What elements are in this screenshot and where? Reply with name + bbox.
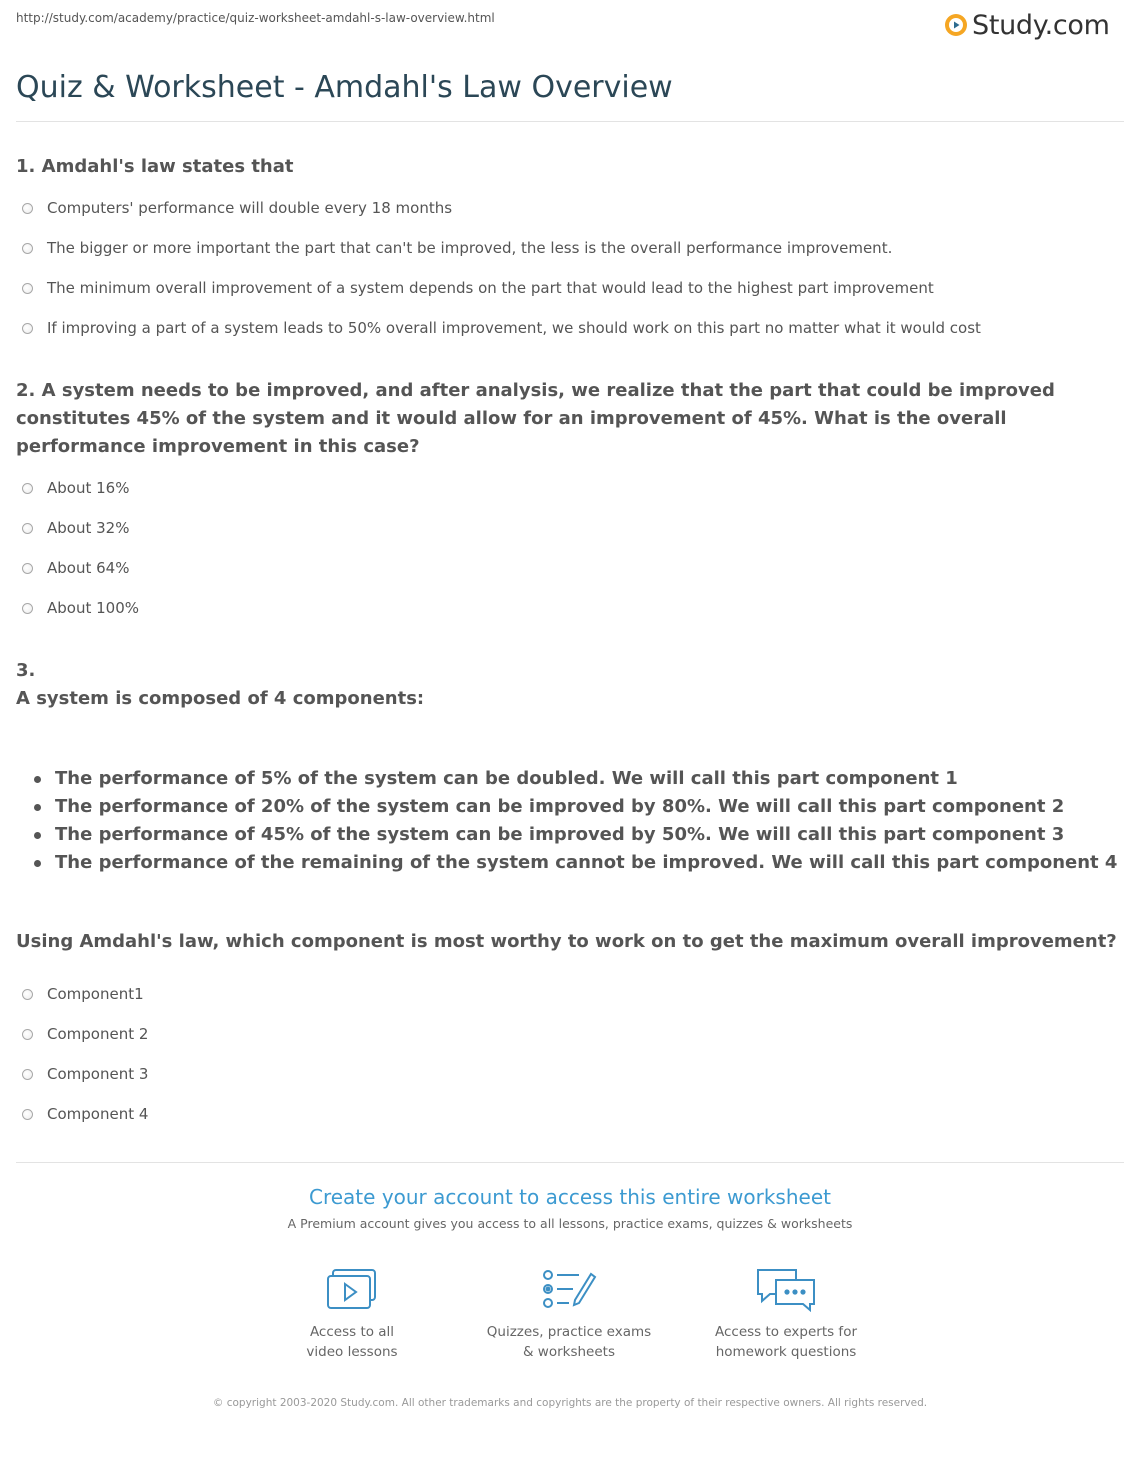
feature-experts: [686, 1268, 886, 1362]
question-2: [16, 377, 1128, 461]
list-item: [34, 793, 1117, 821]
option-label: Computers' performance will double every 18 months: [47, 199, 453, 217]
feature-label-line2: & worksheets: [522, 1344, 615, 1360]
answer-option[interactable]: [22, 984, 144, 1004]
list-item-text: The performance of 20% of the system can be improved by 80%. We will call this part component 2: [55, 796, 1065, 817]
option-label: About 32%: [47, 519, 130, 537]
radio-button[interactable]: [22, 1029, 33, 1040]
feature-label-line2: homework questions: [715, 1344, 857, 1360]
answer-option[interactable]: [22, 1064, 148, 1084]
answer-option[interactable]: [22, 1024, 148, 1044]
study-logo[interactable]: [944, 6, 1110, 44]
radio-button[interactable]: [22, 283, 33, 294]
option-label: The minimum overall improvement of a system depends on the part that would lead to the highest part improvement: [47, 279, 934, 297]
answer-option[interactable]: [22, 278, 934, 298]
feature-label-line1: Access to all: [309, 1324, 395, 1340]
quiz-checklist-icon: [541, 1268, 597, 1312]
option-label: Component 4: [47, 1105, 149, 1123]
bullet-icon: [34, 804, 41, 811]
option-label: About 64%: [47, 559, 130, 577]
radio-button[interactable]: [22, 563, 33, 574]
option-label: Component1: [47, 985, 144, 1003]
radio-button[interactable]: [22, 323, 33, 334]
content-divider: [16, 1162, 1124, 1163]
radio-button[interactable]: [22, 989, 33, 1000]
option-label: The bigger or more important the part that can't be improved, the less is the overall performance improvement.: [47, 239, 893, 257]
feature-video-lessons: [252, 1268, 452, 1362]
radio-button[interactable]: [22, 203, 33, 214]
page-url: http://study.com/academy/practice/quiz-worksheet-amdahl-s-law-overview.html: [16, 11, 495, 25]
feature-label-line1: Quizzes, practice exams: [486, 1324, 652, 1340]
option-label: Component 3: [47, 1065, 149, 1083]
list-item: [34, 849, 1117, 877]
title-divider: [16, 121, 1124, 122]
question-3-number: 3.: [16, 660, 36, 681]
create-account-link[interactable]: Create your account to access this entire worksheet: [309, 1185, 831, 1209]
option-label: Component 2: [47, 1025, 149, 1043]
question-3-text: Using Amdahl's law, which component is most worthy to work on to get the maximum overall improvement?: [16, 931, 1117, 952]
radio-button[interactable]: [22, 1109, 33, 1120]
feature-label-line1: Access to experts for: [714, 1324, 857, 1340]
radio-button[interactable]: [22, 603, 33, 614]
answer-option[interactable]: [22, 558, 129, 578]
page-title: Quiz & Worksheet - Amdahl's Law Overview: [16, 70, 673, 105]
chat-bubbles-icon: [754, 1268, 818, 1312]
answer-option[interactable]: [22, 318, 981, 338]
radio-button[interactable]: [22, 243, 33, 254]
option-label: About 100%: [47, 599, 139, 617]
cta-subtitle: A Premium account gives you access to all lessons, practice exams, quizzes & worksheets: [287, 1216, 853, 1231]
bullet-icon: [34, 832, 41, 839]
radio-button[interactable]: [22, 1069, 33, 1080]
feature-quizzes: [469, 1268, 669, 1362]
radio-button[interactable]: [22, 483, 33, 494]
option-label: About 16%: [47, 479, 130, 497]
question-1: [16, 153, 1128, 181]
answer-option[interactable]: [22, 478, 129, 498]
question-number: 2.: [16, 380, 36, 401]
answer-option[interactable]: [22, 598, 139, 618]
question-text: A system needs to be improved, and after analysis, we realize that the part that could be improved constitutes 45% of the system and it would allow for an improvement of 45%. What is the overall performance improvement in this case?: [16, 380, 1055, 457]
bullet-icon: [34, 776, 41, 783]
question-number: 1.: [16, 156, 36, 177]
answer-option[interactable]: [22, 518, 129, 538]
list-item-text: The performance of 5% of the system can be doubled. We will call this part component 1: [55, 768, 958, 789]
list-item: [34, 821, 1117, 849]
question-text: Amdahl's law states that: [41, 156, 294, 177]
logo-text: Study.com: [972, 9, 1110, 41]
play-circle-icon: [944, 13, 968, 37]
copyright-notice: © copyright 2003-2020 Study.com. All other trademarks and copyrights are the property of their respective owners. All rights reserved.: [212, 1397, 928, 1409]
video-lessons-icon: [326, 1268, 378, 1312]
answer-option[interactable]: [22, 238, 892, 258]
radio-button[interactable]: [22, 523, 33, 534]
list-item: [34, 765, 1117, 793]
list-item-text: The performance of 45% of the system can be improved by 50%. We will call this part component 3: [55, 824, 1065, 845]
answer-option[interactable]: [22, 1104, 148, 1124]
question-3-intro: A system is composed of 4 components:: [16, 688, 425, 709]
feature-label-line2: video lessons: [306, 1344, 398, 1360]
component-list: [34, 765, 1117, 877]
list-item-text: The performance of the remaining of the system cannot be improved. We will call this part component 4: [55, 852, 1118, 873]
bullet-icon: [34, 860, 41, 867]
option-label: If improving a part of a system leads to 50% overall improvement, we should work on this part no matter what it would cost: [47, 319, 981, 337]
answer-option[interactable]: [22, 198, 452, 218]
